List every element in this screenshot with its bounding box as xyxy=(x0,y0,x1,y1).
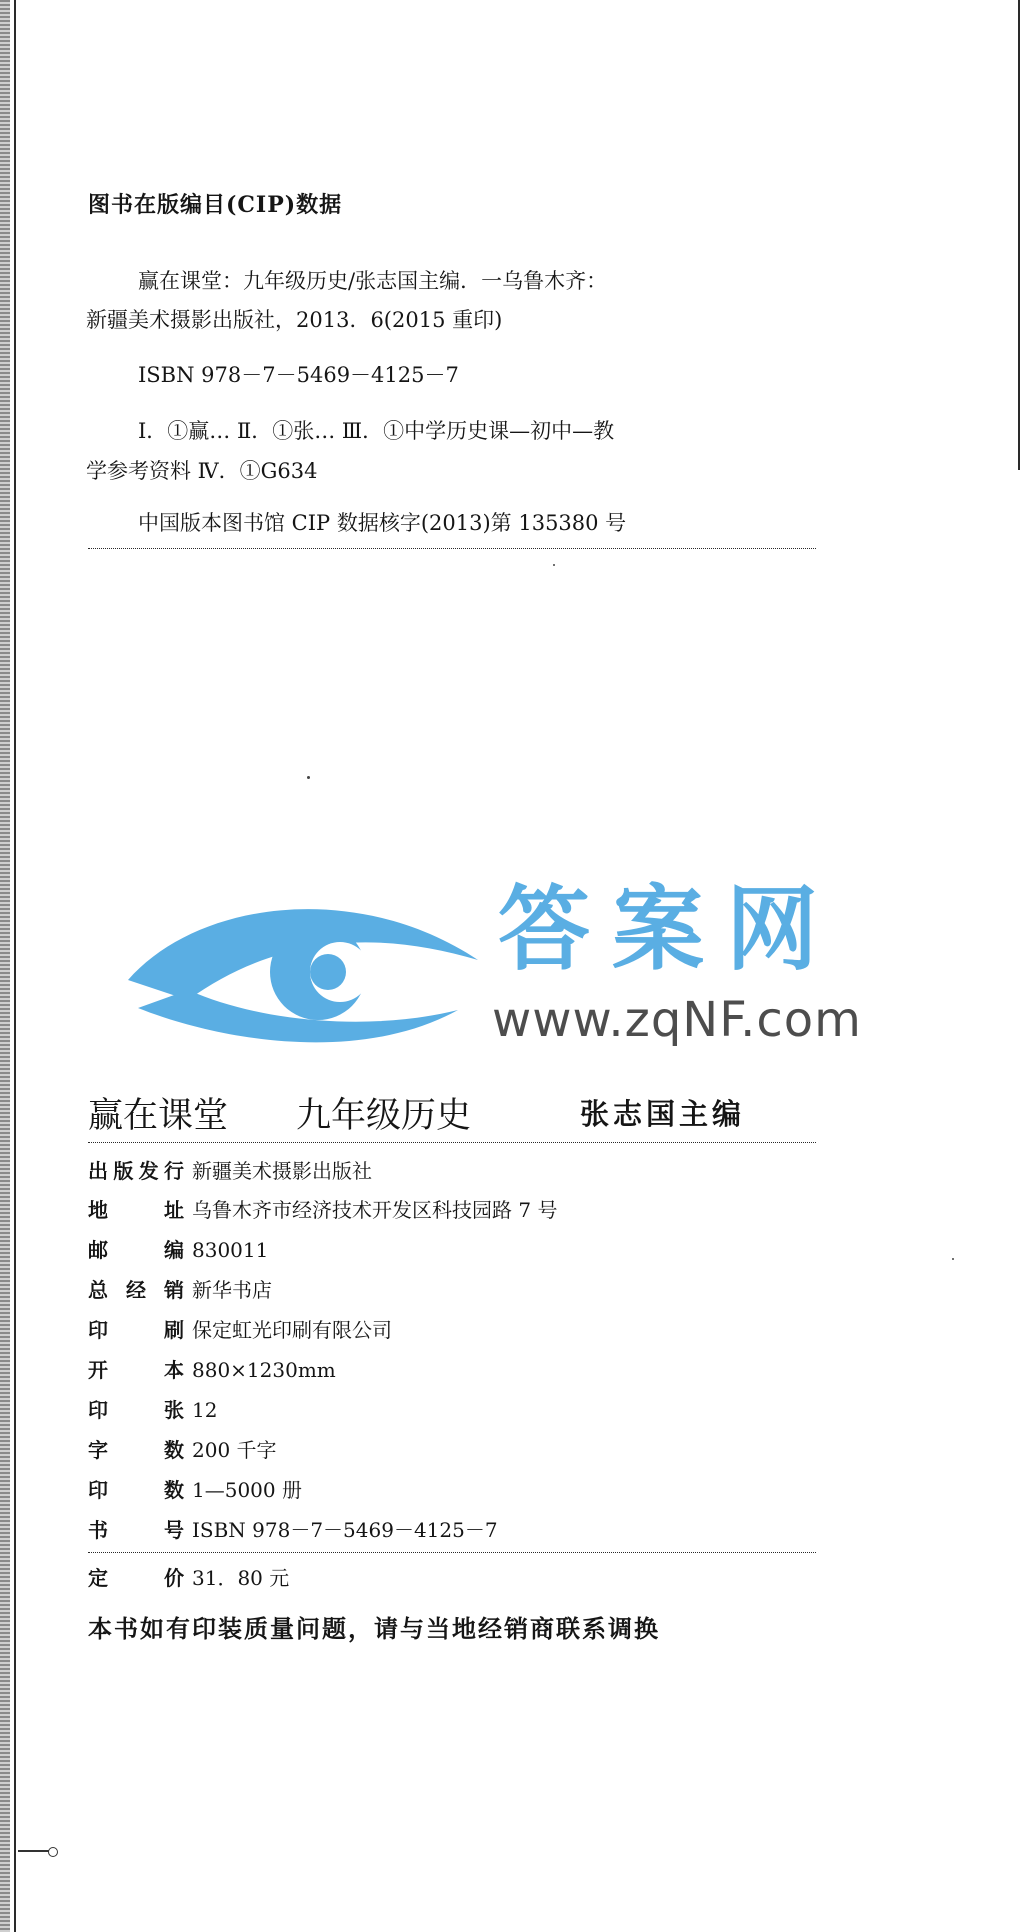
colophon-label: 印张 xyxy=(88,1398,184,1422)
cip-line-publisher: 新疆美术摄影出版社，2013．6(2015 重印) xyxy=(86,308,503,332)
scan-speck xyxy=(952,1258,954,1260)
colophon-label: 邮编 xyxy=(88,1238,184,1262)
colophon-label: 定价 xyxy=(88,1566,184,1590)
cip-heading: 图书在版编目(CIP)数据 xyxy=(88,192,343,218)
book-title: 赢在课堂 xyxy=(88,1096,229,1136)
dotted-rule xyxy=(88,1142,816,1143)
colophon-value: 新华书店 xyxy=(192,1278,272,1302)
colophon-value: 新疆美术摄影出版社 xyxy=(192,1159,372,1183)
watermark xyxy=(128,876,868,1060)
cip-line-classification-cont: 学参考资料 Ⅳ．①G634 xyxy=(86,459,318,483)
colophon-value: 31．80 元 xyxy=(192,1566,290,1590)
watermark-title: 答案网 xyxy=(498,876,841,983)
colophon-value: 保定虹光印刷有限公司 xyxy=(192,1318,392,1342)
colophon-value: 830011 xyxy=(192,1238,269,1262)
colophon-value: ISBN 978－7－5469－4125－7 xyxy=(192,1518,498,1542)
scan-line-right xyxy=(1018,0,1020,470)
colophon-label: 总经销 xyxy=(88,1278,184,1302)
colophon-label: 开本 xyxy=(88,1358,184,1382)
watermark-url: www.zqNF.com xyxy=(492,992,862,1048)
colophon-label: 出版发行 xyxy=(88,1159,184,1183)
cip-line-isbn: ISBN 978－7－5469－4125－7 xyxy=(138,363,459,387)
scan-line-left xyxy=(14,0,16,1932)
colophon-value: 200 千字 xyxy=(192,1438,277,1462)
margin-mark xyxy=(18,1850,54,1852)
colophon-label: 印数 xyxy=(88,1478,184,1502)
scan-speck xyxy=(553,564,555,566)
book-editor: 张志国主编 xyxy=(580,1097,746,1131)
dotted-rule xyxy=(88,1552,816,1553)
colophon-value: 12 xyxy=(192,1398,218,1422)
colophon-value: 1—5000 册 xyxy=(192,1478,302,1502)
cip-line-cip-number: 中国版本图书馆 CIP 数据核字(2013)第 135380 号 xyxy=(138,511,627,535)
dotted-rule xyxy=(88,548,816,549)
colophon-value: 乌鲁木齐市经济技术开发区科技园路 7 号 xyxy=(192,1198,558,1222)
book-subject: 九年级历史 xyxy=(296,1096,472,1136)
colophon-value: 880×1230mm xyxy=(192,1358,336,1382)
cip-line-classification: Ⅰ．①赢… Ⅱ．①张… Ⅲ．①中学历史课—初中—教 xyxy=(138,419,615,443)
quality-notice: 本书如有印装质量问题，请与当地经销商联系调换 xyxy=(88,1614,660,1643)
scan-edge-left xyxy=(0,0,10,1932)
colophon-label: 书号 xyxy=(88,1518,184,1542)
scan-speck xyxy=(307,776,310,779)
cip-line-title: 赢在课堂：九年级历史/张志国主编．一乌鲁木齐： xyxy=(138,269,608,293)
eye-logo-icon xyxy=(128,890,488,1060)
colophon-label: 印刷 xyxy=(88,1318,184,1342)
colophon-label: 地址 xyxy=(88,1198,184,1222)
colophon-label: 字数 xyxy=(88,1438,184,1462)
